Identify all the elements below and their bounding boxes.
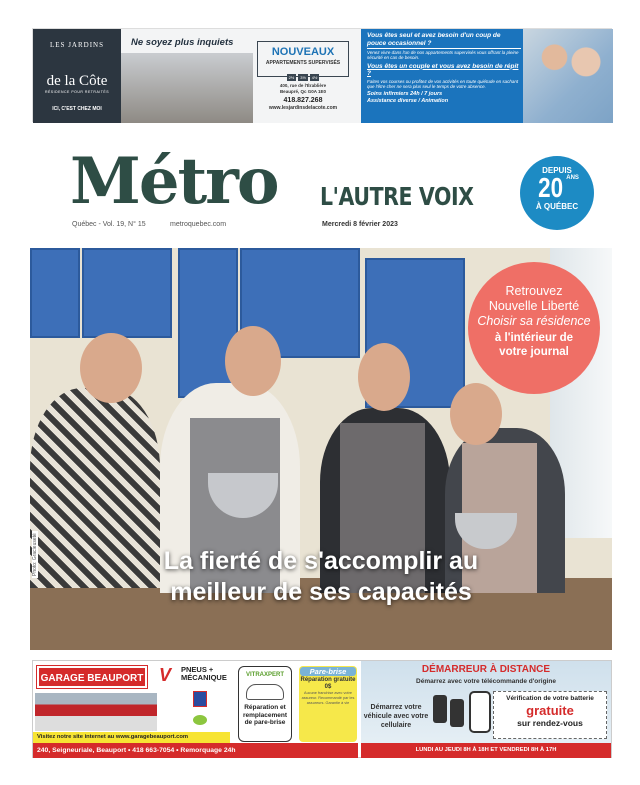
pare-header: Pare-brise (300, 667, 356, 676)
cabinet (30, 248, 80, 338)
promo-line: Retrouvez (505, 284, 563, 298)
verif-text: Vérification de votre batterie (506, 695, 594, 702)
battery-check-box (493, 691, 607, 739)
phone-icon (469, 691, 491, 733)
building-image (121, 53, 253, 123)
pneus-label (181, 666, 227, 682)
dem-title: DÉMARREUR À DISTANCE (421, 664, 551, 675)
headline-line: meilleur de ses capacités (170, 578, 472, 606)
ad-phone: 418.827.268 (283, 97, 323, 104)
garage-title: GARAGE BEAUPORT (37, 666, 147, 688)
brand-slogan: ICI, C'EST CHEZ MOI (52, 106, 102, 112)
cover-photo[interactable] (30, 248, 612, 650)
ad-right-panel (361, 29, 613, 123)
ad-website[interactable]: www.lesjardinsdelacote.com (268, 105, 338, 111)
promo-line: votre journal (499, 346, 569, 358)
address-line: 400, rue de l'Érablière (279, 83, 327, 88)
headline-line: La fierté de s'accomplir au (163, 547, 479, 575)
vitraxpert-text: Réparation et remplacement de pare-brise (242, 704, 288, 726)
brand-name: de la Côte (46, 73, 108, 89)
ad-question: Vous êtes un couple et vous avez besoin de répit ? (367, 62, 519, 78)
size-badge: 3½ (300, 75, 306, 80)
nouveaux-box (257, 41, 349, 80)
vitraxpert-box (238, 666, 292, 742)
badge-depuis: DEPUIS (542, 166, 572, 175)
v-logo-icon: V (159, 665, 172, 685)
couple-photo (523, 29, 613, 123)
photo-credit: Photo: Gracieuseté (32, 533, 38, 576)
size-badge: 4½ (311, 75, 318, 80)
appartements-label: APPARTEMENTS SUPERVISÉS (265, 60, 341, 66)
nouveaux-title: NOUVEAUX (271, 46, 335, 58)
promo-circle[interactable] (468, 262, 600, 394)
promo-line: Choisir sa résidence (477, 314, 591, 328)
vitraxpert-logo: VITRAXPERT (245, 672, 284, 678)
edition-info: Québec - Vol. 19, N° 15 (72, 221, 146, 228)
top-advertisement[interactable] (32, 28, 612, 122)
brand-top: LES JARDINS (50, 41, 104, 49)
dem-cell-text: Démarrez votre véhicule avec votre cellulaire (363, 704, 429, 729)
pare-title: Réparation gratuite 0$ (300, 677, 356, 690)
ad-feature: Assistance diverse / Animation (367, 97, 449, 104)
badge-number: 20 (538, 172, 564, 203)
masthead-logo[interactable]: Métro (70, 144, 278, 219)
jardins-logo-panel (33, 29, 121, 123)
issue-date: Mercredi 8 février 2023 (322, 221, 398, 228)
masthead-website[interactable]: metroquebec.com (170, 221, 227, 228)
person-1-head (80, 333, 142, 403)
person-2-head (225, 326, 281, 396)
demarreur-ad (361, 661, 611, 758)
ad-feature: Soins infirmiers 24h / 7 jours (367, 91, 443, 98)
eco-badge-icon (193, 715, 207, 725)
promo-line: à l'intérieur de (494, 332, 574, 344)
certification-badge-icon (193, 691, 207, 707)
pare-brise-box (299, 666, 357, 742)
mecanique-text: MÉCANIQUE (181, 673, 227, 682)
ad-question: Vous êtes seul et avez besoin d'un coup de pouce occasionnel ? (367, 32, 501, 47)
brand-sub: RÉSIDENCE POUR RETRAITÉS (44, 90, 110, 94)
cabinet (82, 248, 172, 338)
person-4-head (450, 383, 502, 445)
badge-ans: ANS (566, 175, 579, 181)
dem-subtitle: Démarrez avec votre télécommande d'origine (416, 678, 556, 685)
garage-website[interactable]: Visitez notre site internet au www.garagebeauport.com (33, 732, 230, 743)
garage-address: 240, Seigneuriale, Beauport • 418 663-7054 • Remorquage 24h (33, 743, 358, 758)
ad-text: Venez vivre dans l'un de nos appartements supervisés vous offrant la pleine sécurité en cas de besoin. (367, 50, 519, 61)
pare-text: Aucune franchise avec votre assureur. Recommandé par les assureurs. Garantie à vie (301, 691, 355, 705)
remote-icon (450, 699, 464, 727)
car-icon (246, 684, 284, 700)
ad-middle (121, 29, 361, 123)
opening-hours: LUNDI AU JEUDI 8H À 18H ET VENDREDI 8H À 17H (361, 743, 611, 758)
verif-free: gratuite (526, 703, 574, 718)
promo-line: Nouvelle Liberté (488, 299, 580, 313)
address-line: Beaupré, Qc G0A 1E0 (279, 89, 327, 94)
size-badge: 2½ (288, 75, 295, 80)
remote-icon (433, 695, 447, 723)
verif-rdv: sur rendez-vous (517, 718, 583, 728)
anniversary-badge (520, 156, 594, 230)
masthead-subtitle: L'AUTRE VOIX (320, 182, 474, 211)
pneus-text: PNEUS + (181, 665, 214, 674)
garage-photo (35, 693, 157, 731)
bottom-advertisement[interactable] (32, 660, 612, 758)
ad-address (257, 83, 349, 111)
cover-headline[interactable] (30, 546, 612, 608)
ad-text: Faites vos courses ou profitez de vos activités en toute quiétude en sachant que l'être cher ne sera plus seul le temps de votre absence. (367, 78, 519, 89)
ad-tagline: Ne soyez plus inquiets (131, 37, 234, 48)
person-3-head (358, 343, 410, 411)
badge-place: À QUÉBEC (535, 202, 579, 211)
